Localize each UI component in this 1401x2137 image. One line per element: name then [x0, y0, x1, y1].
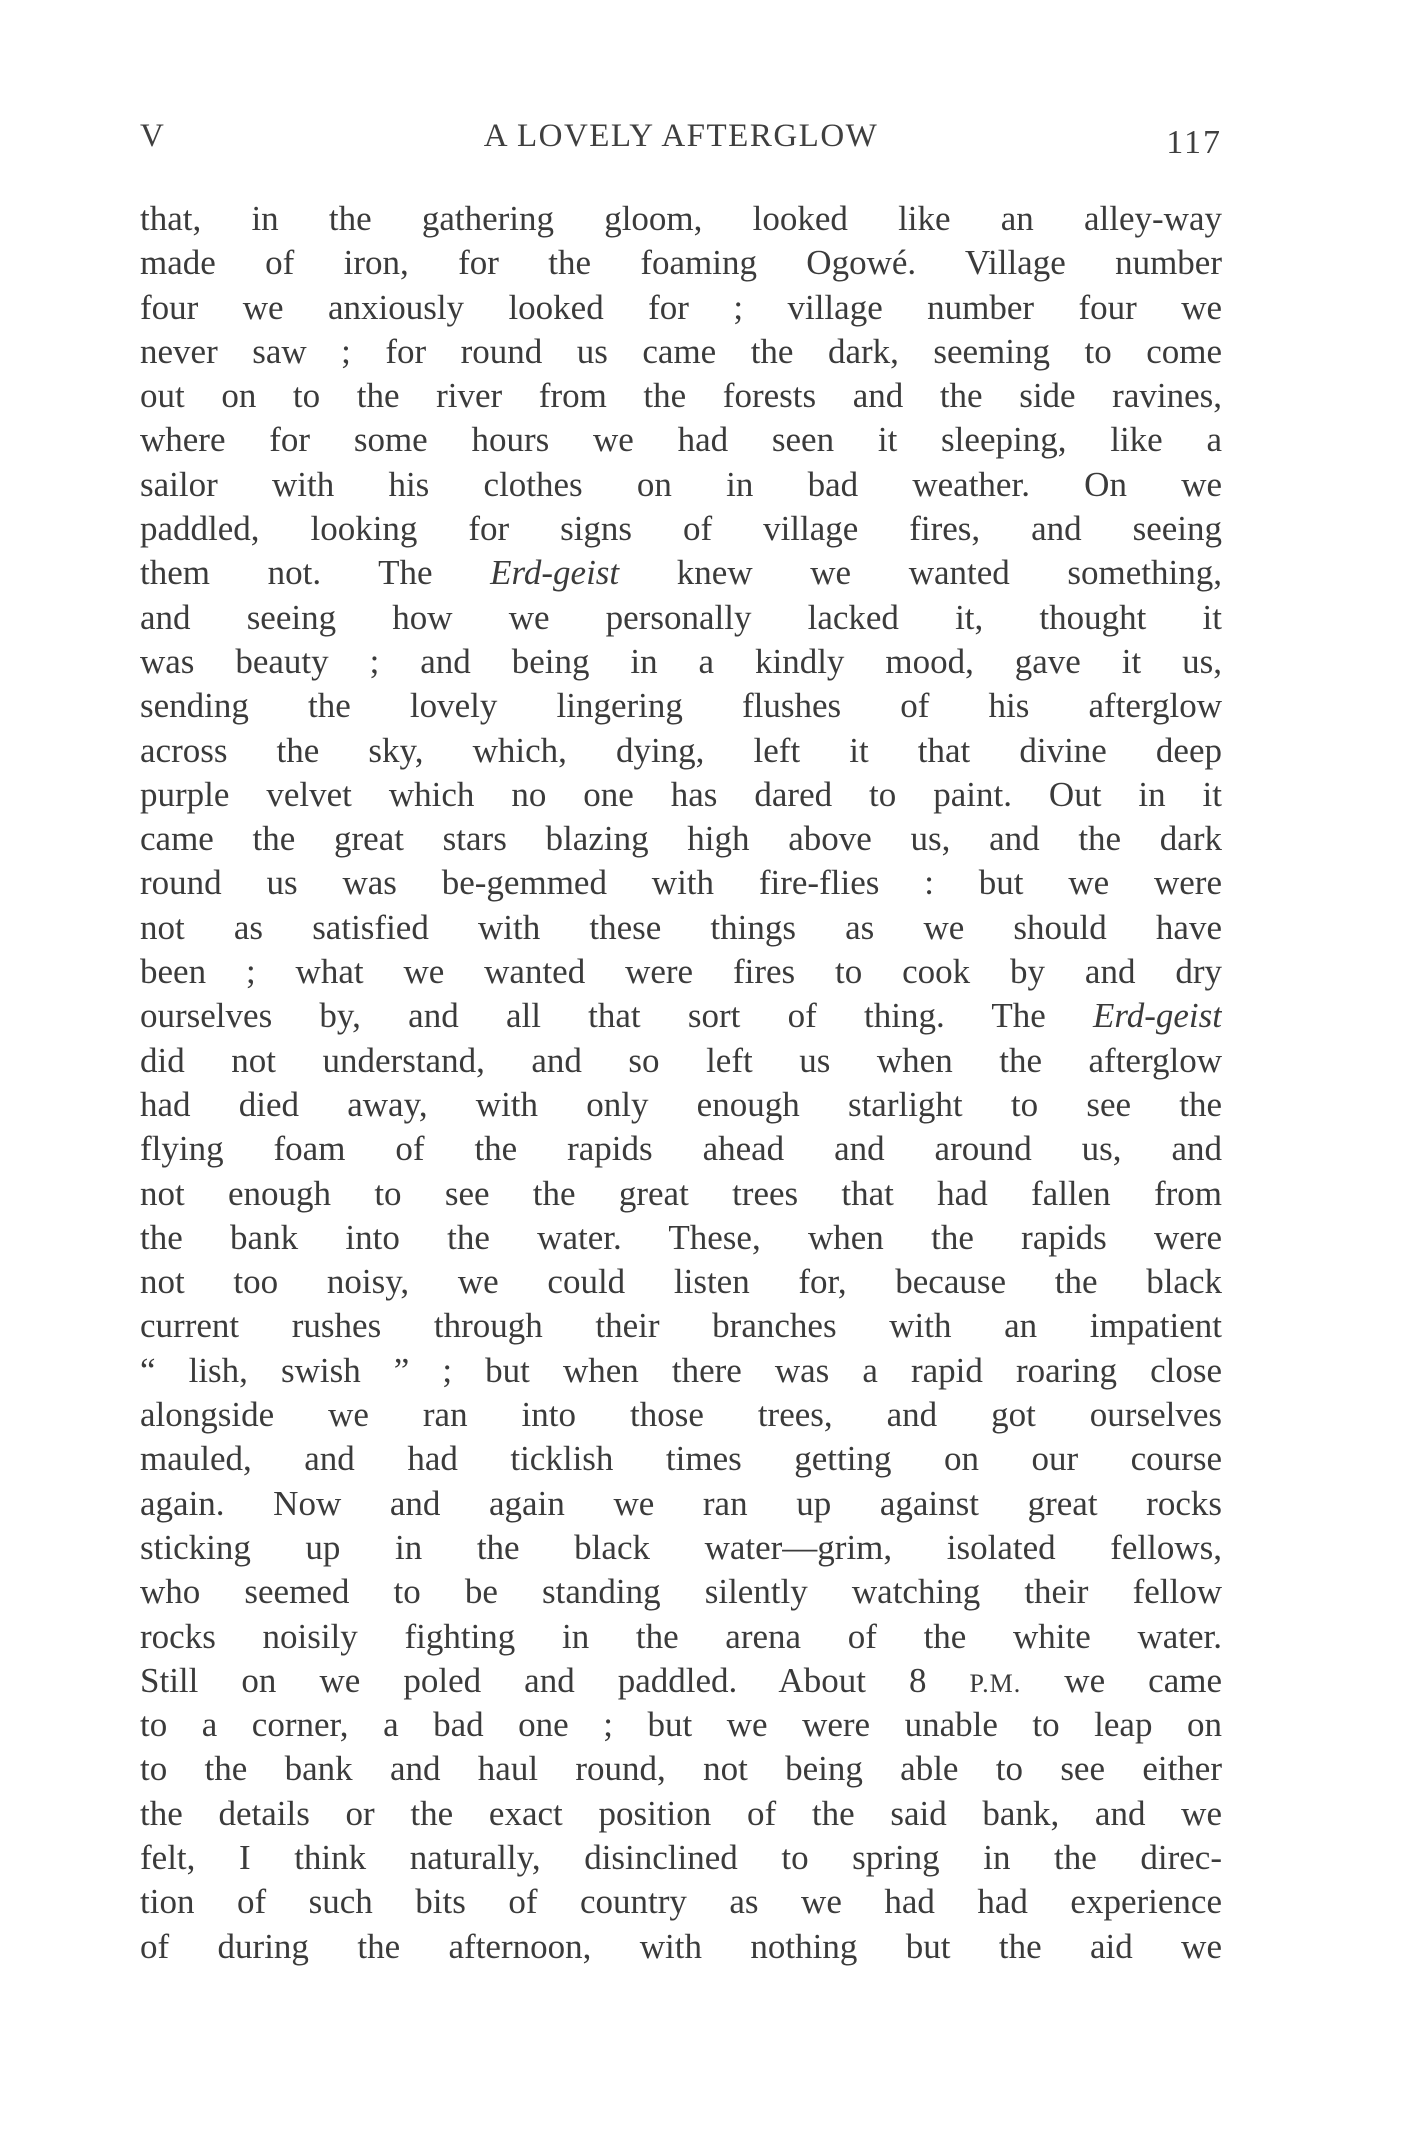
- text-line: felt, I think naturally, disinclined to spring in the direc-: [140, 1837, 1222, 1877]
- text-line: purple velvet which no one has dared to paint. Out in it: [140, 774, 1222, 814]
- text-line: “ lish, swish ” ; but when there was a rapid roaring close: [140, 1350, 1222, 1390]
- text-line: did not understand, and so left us when the afterglow: [140, 1040, 1222, 1080]
- text-segment: we came: [1021, 1660, 1222, 1700]
- text-line: to a corner, a bad one ; but we were unable to leap on: [140, 1705, 1222, 1745]
- text-line: and seeing how we personally lacked it, thought it: [140, 597, 1222, 637]
- text-line: across the sky, which, dying, left it that divine deep: [140, 730, 1222, 770]
- text-line: the bank into the water. These, when the rapids were: [140, 1217, 1222, 1257]
- text-segment: ourselves by, and all that sort of thing. The: [140, 996, 1094, 1036]
- text-line: rocks noisily fighting in the arena of the white water.: [140, 1616, 1222, 1656]
- text-line: not too noisy, we could listen for, because the black: [140, 1262, 1222, 1302]
- text-line: to the bank and haul round, not being able to see either: [140, 1749, 1222, 1789]
- text-line: round us was be-gemmed with fire-flies : but we were: [140, 863, 1222, 903]
- chapter-number: V: [140, 118, 165, 154]
- text-line: where for some hours we had seen it sleeping, like a: [140, 420, 1222, 460]
- text-line: sending the lovely lingering flushes of his afterglow: [140, 686, 1222, 726]
- text-line: never saw ; for round us came the dark, seeming to come: [140, 331, 1222, 371]
- running-head: [140, 118, 1222, 160]
- text-line: not enough to see the great trees that had fallen from: [140, 1173, 1222, 1213]
- page-number: 117: [1166, 124, 1222, 161]
- text-line: of during the afternoon, with nothing but the aid we: [140, 1926, 1222, 1966]
- text-line: paddled, looking for signs of village fires, and seeing: [140, 509, 1222, 549]
- italic-term: Erd-geist: [1093, 996, 1222, 1036]
- text-line: sailor with his clothes on in bad weather. On we: [140, 464, 1222, 504]
- text-line: four we anxiously looked for ; village number four we: [140, 287, 1222, 327]
- text-line: tion of such bits of country as we had had experience: [140, 1882, 1222, 1922]
- text-line: again. Now and again we ran up against great rocks: [140, 1483, 1222, 1523]
- text-line: made of iron, for the foaming Ogowé. Village number: [140, 243, 1222, 283]
- text-segment: Still on we poled and paddled. About 8: [140, 1660, 970, 1700]
- text-line: flying foam of the rapids ahead and around us, and: [140, 1129, 1222, 1169]
- text-line: [140, 1659, 1222, 1703]
- small-caps-time: P.M.: [969, 1668, 1022, 1698]
- running-title: A LOVELY AFTERGLOW: [483, 118, 879, 154]
- text-line: [140, 994, 1222, 1038]
- text-line: not as satisfied with these things as we should have: [140, 907, 1222, 947]
- text-line: that, in the gathering gloom, looked like an alley-way: [140, 199, 1222, 238]
- text-line: out on to the river from the forests and the side ravines,: [140, 376, 1222, 416]
- text-line: sticking up in the black water—grim, isolated fellows,: [140, 1527, 1222, 1567]
- italic-term: Erd-geist: [490, 553, 620, 593]
- text-line: current rushes through their branches with an impatient: [140, 1306, 1222, 1346]
- body-text: [140, 197, 1222, 1969]
- text-line: alongside we ran into those trees, and got ourselves: [140, 1395, 1222, 1435]
- text-line: the details or the exact position of the said bank, and we: [140, 1793, 1222, 1833]
- text-line: came the great stars blazing high above us, and the dark: [140, 819, 1222, 859]
- text-line: mauled, and had ticklish times getting on our course: [140, 1439, 1222, 1479]
- text-line: been ; what we wanted were fires to cook by and dry: [140, 952, 1222, 992]
- text-line: [140, 551, 1222, 595]
- text-line: was beauty ; and being in a kindly mood, gave it us,: [140, 641, 1222, 681]
- text-segment: knew we wanted something,: [619, 553, 1222, 593]
- text-line: who seemed to be standing silently watching their fellow: [140, 1572, 1222, 1612]
- text-line: had died away, with only enough starlight to see the: [140, 1084, 1222, 1124]
- text-segment: them not. The: [140, 553, 491, 593]
